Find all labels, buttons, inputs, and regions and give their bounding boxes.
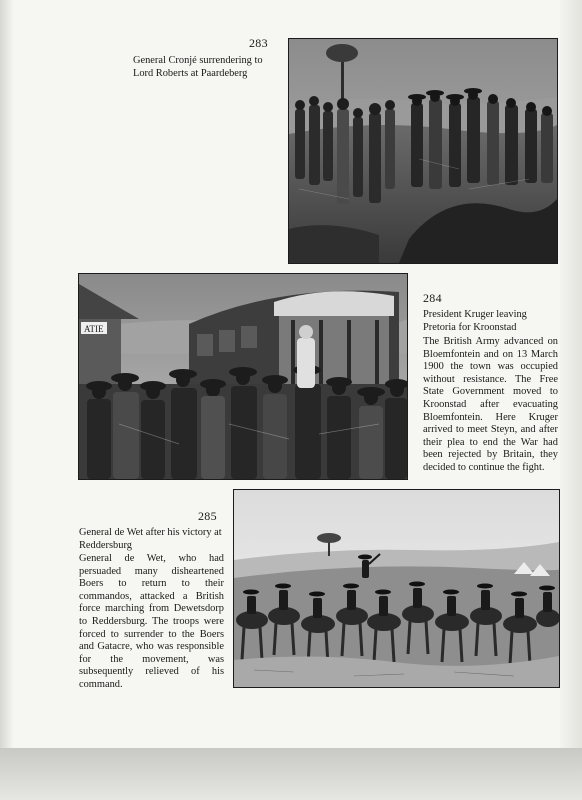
plate-description-285: General de Wet, who had persuaded many disheartened Boers to return to their commandos, attacked a British force marching from Dewetsdorp to Reddersburg. The troops were forced to surrender to the Boers and Gatacre, who was responsible for the movement, was subsequently relieved of his command. xyxy=(79,553,224,690)
plate-caption-283: General Cronjé surrendering to Lord Roberts at Paardeberg xyxy=(133,55,263,79)
station-sign: ATIE xyxy=(84,324,104,334)
illustration-de-wet-reddersburg xyxy=(233,489,560,688)
plate-caption-285: General de Wet after his victory at Reddersburg xyxy=(79,527,222,551)
page-right-edge xyxy=(560,0,582,748)
illustration-cronje-surrender xyxy=(288,38,558,264)
illustration-cronje-surrender-art xyxy=(289,39,557,263)
illustration-kruger-leaving-pretoria xyxy=(78,273,408,480)
plate-description-284: The British Army advanced on Bloemfontein and on 13 March 1900 the town was occupied without resistance. The Free State Government moved to Kroonstad after evacuating Bloemfontein. Here Kruger arrived to meet Steyn, and after their plea to end the War had been rejected by Britain, they decided to continue the fight. xyxy=(423,336,558,473)
page-bottom-shadow xyxy=(0,748,582,800)
plate-caption-284: President Kruger leaving Pretoria for Kroonstad xyxy=(423,309,527,333)
page-binding-shadow xyxy=(0,0,14,748)
plate-number-285: 285 xyxy=(198,509,217,523)
plate-number-284: 284 xyxy=(423,291,442,305)
illustration-kruger-leaving-pretoria-art xyxy=(79,274,407,479)
plate-number-283: 283 xyxy=(249,36,268,50)
illustration-de-wet-reddersburg-art xyxy=(234,490,559,687)
